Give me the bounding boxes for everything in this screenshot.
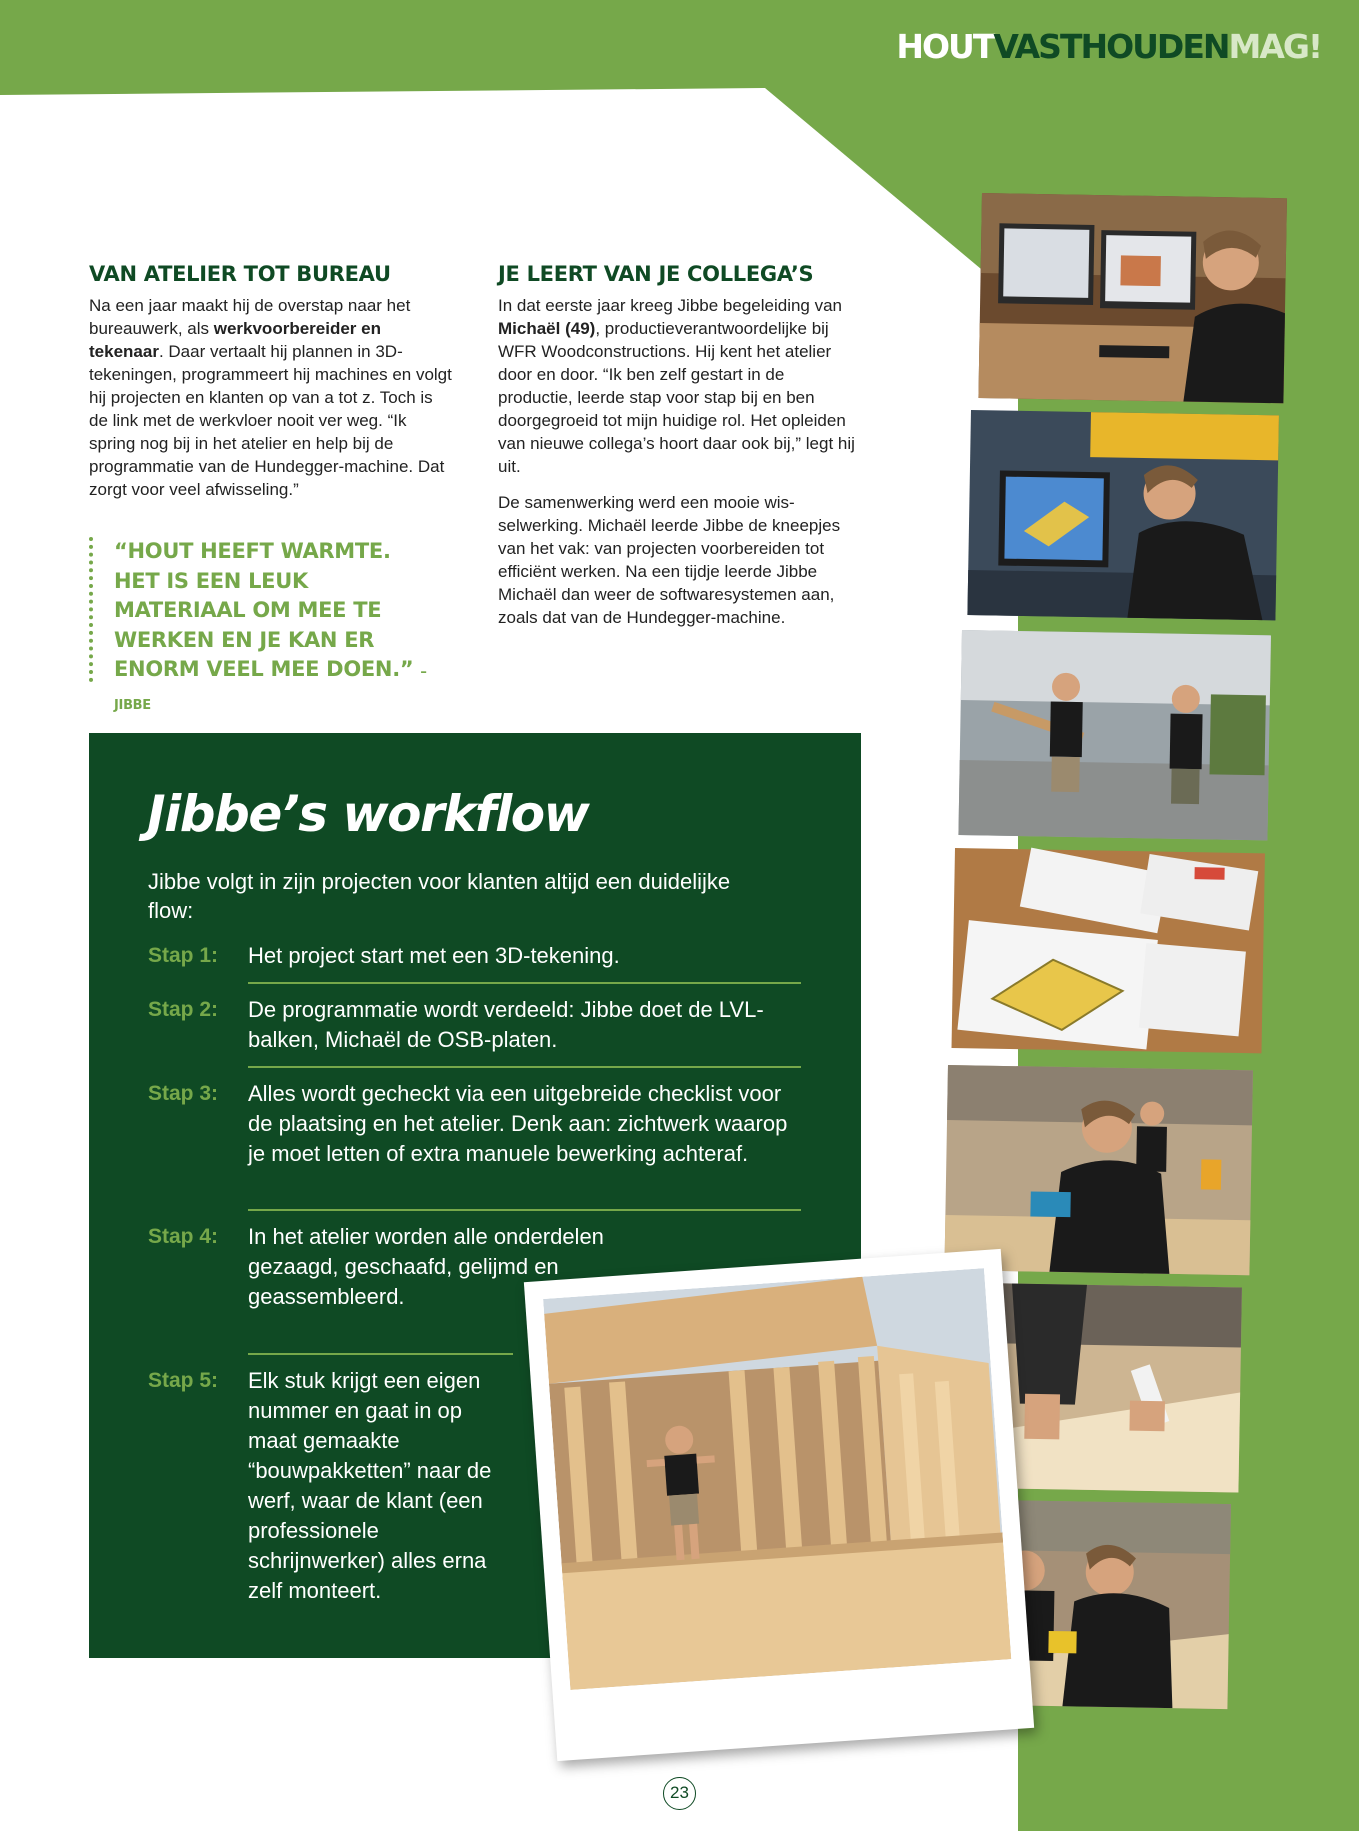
photo-sanding-workshop	[944, 1065, 1253, 1275]
workflow-step-label: Stap 2:	[148, 998, 219, 1021]
polaroid-photo	[524, 1249, 1034, 1761]
paragraph-text: . Daar vertaalt hij plannen in 3D-tekeningen, programmeert hij machines en volgt hij projecten en klanten op van a tot z. Toch is de link met de werkvloer nooit ver weg. “Ik spring nog bij in het atelier en help bij de programmatie van de Hundegger-machine. Dat zorgt voor veel afwisseling.”	[89, 342, 452, 499]
workflow-step-text: In het atelier worden alle onderdelen gezaagd, geschaafd, gelijmd en geassembleerd.	[248, 1224, 604, 1309]
photo-timber-frame-building	[543, 1268, 1011, 1690]
page-number: 23	[663, 1777, 696, 1810]
photo-office-computers	[978, 193, 1287, 403]
workflow-intro: Jibbe volgt in zijn projecten voor klanten altijd een duidelijke flow:	[148, 869, 731, 923]
paragraph-bold: Michaël (49)	[498, 319, 596, 338]
workflow-step-label: Stap 4:	[148, 1225, 219, 1248]
pull-quote-author: – JIBBE	[114, 665, 427, 713]
workflow-step-label: Stap 1:	[148, 944, 219, 967]
photo-hundegger-machine	[967, 410, 1279, 620]
brand-part-hout: HOUT	[896, 27, 994, 66]
timber-frame-illustration	[543, 1268, 1011, 1690]
paragraph-bold: werkvoorbereider en tekenaar	[89, 319, 381, 361]
workflow-step-text: Elk stuk krijgt een eigen nummer en gaat in op maat gemaakte “bouwpakketten” naar de werf, waar de klant (een professionele schrijnwerker) alles erna zelf monteert.	[248, 1368, 492, 1603]
paragraph-text: In dat eerste jaar kreeg Jibbe begeleiding van	[498, 296, 843, 315]
section-heading-atelier: VAN ATELIER TOT BUREAU	[89, 262, 391, 286]
workflow-step-text: De programmatie wordt verdeeld: Jibbe doet de LVL-balken, Michaël de OSB-platen.	[248, 997, 764, 1052]
brand-part-vasthouden: VASTHOUDEN	[993, 27, 1229, 66]
section-paragraph-collegas-2: De samenwerking werd een mooie wisselwerking. Michaël leerde Jibbe de kneepjes van het vak: van projecten voorbereiden tot efficiënt werken. Na een tijdje leerde Jibbe Michaël dan weer de softwaresystemen aan, zoals dat van de Hundegger-machine.	[498, 493, 841, 627]
pull-quote-text: “HOUT HEEFT WARMTE. HET IS EEN LEUK MATERIAAL OM MEE TE WERKEN EN JE KAN ER ENORM VEEL MEE DOEN.”	[114, 539, 414, 681]
workflow-step-label: Stap 3:	[148, 1082, 219, 1105]
paragraph-text: Na een jaar maakt hij de overstap naar het bureauwerk, als	[89, 296, 411, 338]
brand-part-mag: MAG!	[1228, 27, 1321, 66]
workflow-step-text: Het project start met een 3D-tekening.	[248, 943, 620, 968]
workflow-step-text: Alles wordt gecheckt via een uitgebreide checklist voor de plaatsing en het atelier. Denk aan: zichtwerk waarop je moet letten of extra manuele bewerking achteraf.	[248, 1081, 788, 1166]
photo-construction-plans	[952, 846, 1265, 1053]
workflow-step-label: Stap 5:	[148, 1369, 219, 1392]
paragraph-text: , productieverantwoordelijke bij WFR Woodconstructions. Hij kent het atelier door en door. “Ik ben zelf gestart in de productie, leerde stap voor stap bij en ben doorgegroeid tot mijn huidige rol. Het opleiden van nieuwe collega’s hoort daar ook bij,” legt hij uit.	[498, 319, 855, 476]
section-heading-collegas: JE LEERT VAN JE COLLEGA’S	[498, 262, 814, 286]
workflow-title: Jibbe’s workflow	[147, 785, 589, 843]
photo-gluing-beams	[978, 1283, 1242, 1493]
photo-workshop-two-men	[958, 630, 1271, 840]
